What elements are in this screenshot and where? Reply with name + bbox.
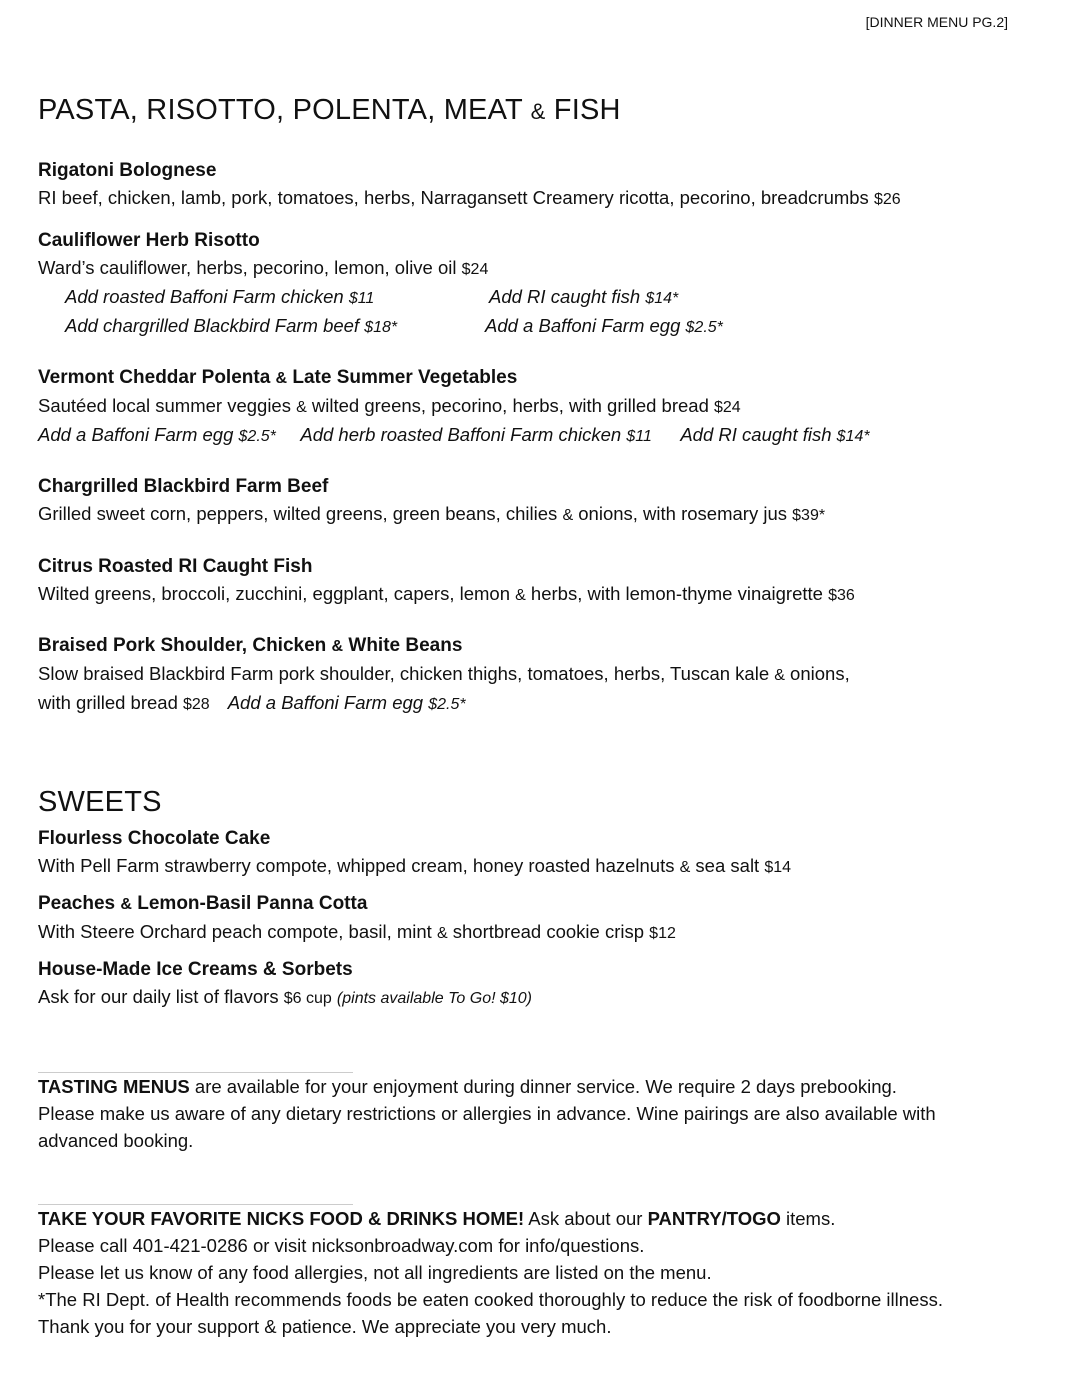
addon-label: Add RI caught fish bbox=[489, 286, 641, 307]
item-desc bbox=[38, 184, 1028, 213]
item-desc bbox=[38, 254, 1028, 283]
item-name: Citrus Roasted RI Caught Fish bbox=[38, 556, 313, 577]
item-desc bbox=[38, 918, 1028, 947]
item-desc bbox=[38, 500, 1028, 529]
addon bbox=[38, 424, 276, 445]
item-desc bbox=[38, 660, 1028, 689]
addon-price: $11 bbox=[626, 428, 652, 445]
item-desc bbox=[38, 983, 1028, 1012]
item-price: $28 bbox=[183, 696, 210, 713]
item-name: Cauliflower Herb Risotto bbox=[38, 230, 260, 251]
item-desc bbox=[38, 580, 1028, 609]
item-desc-line2 bbox=[38, 689, 1028, 718]
item-price: $14 bbox=[764, 859, 792, 876]
name-part: Peaches bbox=[38, 893, 121, 914]
title-ampersand: & bbox=[530, 99, 546, 124]
addon bbox=[300, 424, 652, 445]
name-part: Braised Pork Shoulder, Chicken bbox=[38, 635, 332, 656]
footer bbox=[38, 1072, 1028, 1340]
menu-item-chocolate-cake bbox=[38, 825, 1028, 881]
desc-text: Slow braised Blackbird Farm pork shoulder, chicken thighs, tomatoes, herbs, Tuscan kale bbox=[38, 663, 775, 684]
item-name: Rigatoni Bolognese bbox=[38, 160, 217, 181]
title-part: FISH bbox=[545, 94, 621, 126]
take-home-line bbox=[38, 1205, 1028, 1232]
name-ampersand: & bbox=[331, 638, 344, 655]
desc-text: Grilled sweet corn, peppers, wilted greens, green beans, chilies bbox=[38, 503, 563, 524]
desc-text: Ask for our daily list of flavors bbox=[38, 986, 279, 1007]
pantry-text: items. bbox=[780, 1208, 836, 1229]
item-name bbox=[38, 364, 1028, 392]
menu-item-ice-cream bbox=[38, 956, 1028, 1012]
desc-ampersand: & bbox=[774, 667, 785, 684]
menu-item-rigatoni bbox=[38, 157, 1028, 213]
desc-ampersand: & bbox=[436, 925, 448, 942]
take-home-text: Ask about our bbox=[524, 1208, 648, 1229]
item-price: $24 bbox=[461, 261, 489, 278]
menu-item-polenta bbox=[38, 364, 1028, 450]
addon-price: $14* bbox=[836, 428, 870, 445]
addon-price: $2.5* bbox=[238, 428, 276, 445]
call-line: Please call 401-421-0286 or visit nicksonbroadway.com for info/questions. bbox=[38, 1235, 645, 1256]
item-price: $12 bbox=[649, 925, 676, 942]
addon bbox=[489, 283, 789, 312]
addon-price: $18* bbox=[364, 319, 398, 336]
addon bbox=[65, 283, 489, 312]
item-name: House-Made Ice Creams & Sorbets bbox=[38, 959, 353, 980]
item-note: (pints available To Go! $10) bbox=[336, 990, 532, 1007]
addon-label: Add a Baffoni Farm egg bbox=[485, 315, 681, 336]
menu-item-panna-cotta bbox=[38, 890, 1028, 947]
addon-price: $11 bbox=[348, 290, 375, 307]
item-price: $6 cup bbox=[283, 990, 332, 1007]
desc-text: onions, with rosemary jus bbox=[573, 503, 787, 524]
desc-text: With Steere Orchard peach compote, basil, mint bbox=[38, 921, 437, 942]
thanks-line: Thank you for your support & patience. We appreciate you very much. bbox=[38, 1316, 612, 1337]
desc-ampersand: & bbox=[296, 399, 307, 416]
desc-text: sea salt bbox=[690, 855, 760, 876]
desc-text: herbs, with lemon-thyme vinaigrette bbox=[525, 583, 823, 604]
item-desc bbox=[38, 392, 1028, 421]
addon-grid bbox=[38, 283, 1028, 341]
health-line: *The RI Dept. of Health recommends foods be eaten cooked thoroughly to reduce the risk of foodborne illness. bbox=[38, 1289, 943, 1310]
name-part: Lemon-Basil Panna Cotta bbox=[131, 893, 368, 914]
desc-text: wilted greens, pecorino, herbs, with grilled bread bbox=[306, 395, 709, 416]
page-label: [DINNER MENU PG.2] bbox=[865, 14, 1008, 30]
name-ampersand: & bbox=[275, 370, 288, 387]
name-part: Vermont Cheddar Polenta bbox=[38, 367, 276, 388]
item-price: $24 bbox=[714, 399, 741, 416]
item-price: $39* bbox=[792, 507, 826, 524]
tasting-line: Please make us aware of any dietary restrictions or allergies in advance. Wine pairings are also available with bbox=[38, 1103, 936, 1124]
item-name bbox=[38, 890, 1028, 918]
section-title-sweets: SWEETS bbox=[38, 786, 162, 818]
item-price: $36 bbox=[828, 587, 855, 604]
name-ampersand: & bbox=[120, 896, 132, 913]
desc-text: Sautéed local summer veggies bbox=[38, 395, 297, 416]
desc-ampersand: & bbox=[515, 587, 526, 604]
addon bbox=[65, 312, 489, 341]
addon bbox=[680, 424, 869, 445]
tasting-text: are available for your enjoyment during dinner service. We require 2 days prebooking. bbox=[189, 1076, 897, 1097]
name-part: White Beans bbox=[343, 635, 463, 656]
tasting-heading: TASTING MENUS bbox=[38, 1076, 190, 1097]
section-title-pasta bbox=[38, 92, 1028, 130]
desc-text: shortbread cookie crisp bbox=[447, 921, 645, 942]
tasting-line bbox=[38, 1073, 1028, 1100]
addon-label: Add herb roasted Baffoni Farm chicken bbox=[300, 424, 622, 445]
addon-label: Add RI caught fish bbox=[680, 424, 832, 445]
menu-item-fish bbox=[38, 553, 1028, 609]
addon-label: Add chargrilled Blackbird Farm beef bbox=[65, 315, 360, 336]
desc-text: With Pell Farm strawberry compote, whipped cream, honey roasted hazelnuts bbox=[38, 855, 680, 876]
take-home-block bbox=[38, 1205, 1028, 1340]
addon-price: $14* bbox=[645, 290, 679, 307]
desc-ampersand: & bbox=[679, 859, 691, 876]
menu-item-beef bbox=[38, 473, 1028, 529]
desc-text: Wilted greens, broccoli, zucchini, eggplant, capers, lemon bbox=[38, 583, 516, 604]
item-desc bbox=[38, 852, 1028, 881]
desc-text: RI beef, chicken, lamb, pork, tomatoes, herbs, Narragansett Creamery ricotta, pecorino, breadcrumbs bbox=[38, 187, 869, 208]
addon-price: $2.5* bbox=[685, 319, 723, 336]
pantry-label: PANTRY/TOGO bbox=[647, 1208, 781, 1229]
addon-price: $2.5* bbox=[428, 696, 466, 713]
item-name bbox=[38, 632, 1028, 660]
menu-item-pork bbox=[38, 632, 1028, 718]
addon-label: Add a Baffoni Farm egg bbox=[227, 692, 424, 713]
take-home-heading: TAKE YOUR FAVORITE NICKS FOOD & DRINKS HOME! bbox=[38, 1208, 525, 1229]
tasting-line: advanced booking. bbox=[38, 1130, 194, 1151]
desc-text: with grilled bread bbox=[38, 692, 178, 713]
desc-text: onions, bbox=[784, 663, 850, 684]
desc-ampersand: & bbox=[562, 507, 574, 524]
addon bbox=[485, 312, 789, 341]
addon bbox=[228, 692, 466, 713]
item-price: $26 bbox=[873, 191, 901, 208]
desc-text: Ward’s cauliflower, herbs, pecorino, lemon, olive oil bbox=[38, 257, 457, 278]
tasting-menus-block bbox=[38, 1073, 1028, 1154]
addon-label: Add roasted Baffoni Farm chicken bbox=[65, 286, 344, 307]
addon-row bbox=[38, 421, 1028, 450]
name-part: Late Summer Vegetables bbox=[287, 367, 518, 388]
allergy-line: Please let us know of any food allergies, not all ingredients are listed on the menu. bbox=[38, 1262, 712, 1283]
menu-content bbox=[38, 92, 1028, 1340]
menu-item-risotto bbox=[38, 227, 1028, 341]
item-name: Chargrilled Blackbird Farm Beef bbox=[38, 476, 329, 497]
addon-label: Add a Baffoni Farm egg bbox=[38, 424, 234, 445]
title-part: PASTA, RISOTTO, POLENTA, MEAT bbox=[38, 94, 531, 126]
item-name: Flourless Chocolate Cake bbox=[38, 828, 271, 849]
